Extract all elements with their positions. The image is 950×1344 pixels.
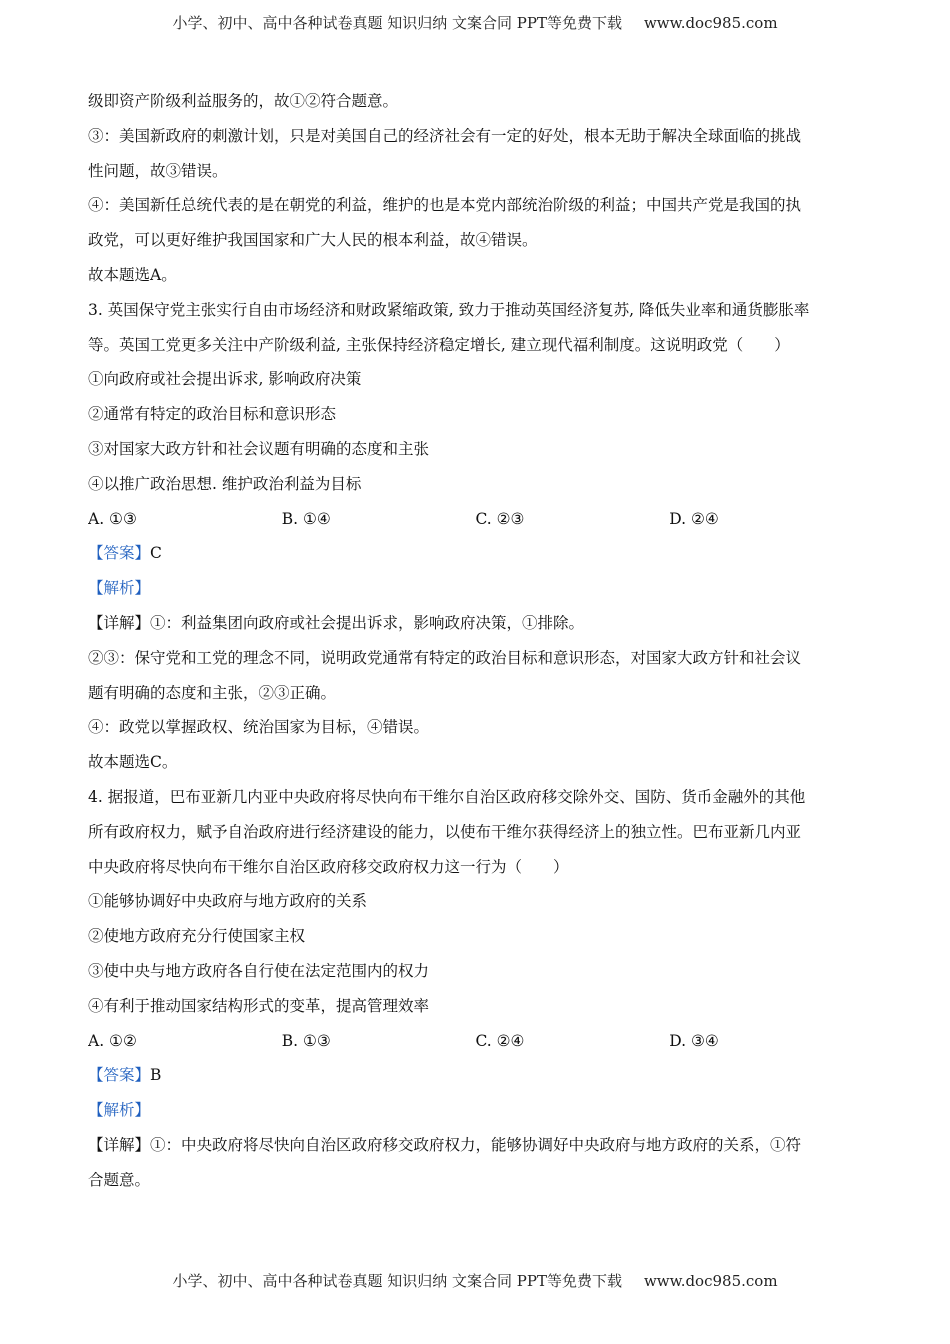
- question-3-detail: ②③：保守党和工党的理念不同，说明政党通常有特定的政治目标和意识形态，对国家大政方针和社会议: [88, 648, 802, 667]
- question-4-item: ②使地方政府充分行使国家主权: [88, 927, 306, 946]
- option-b: B. ①③: [281, 1031, 331, 1050]
- analysis-tag: 【解析】: [88, 579, 151, 598]
- question-3-item: ①向政府或社会提出诉求, 影响政府决策: [88, 370, 362, 389]
- page-footer: [0, 1270, 950, 1291]
- text-line: ④：美国新任总统代表的是在朝党的利益，维护的也是本党内部统治阶级的利益；中国共产党是我国的执: [88, 196, 802, 215]
- analysis-tag: 【解析】: [88, 1101, 151, 1120]
- question-4-answer: [88, 1058, 863, 1093]
- footer-url[interactable]: www.doc985.com: [643, 1272, 778, 1290]
- question-3-item: ③对国家大政方针和社会议题有明确的态度和主张: [88, 439, 430, 458]
- text-line: 级即资产阶级利益服务的，故①②符合题意。: [88, 92, 399, 110]
- text-line: 政党，可以更好维护我国国家和广大人民的根本利益，故④错误。: [88, 231, 538, 250]
- question-4-options: [88, 1024, 863, 1059]
- option-d: D. ③④: [669, 1031, 719, 1050]
- page-header: [0, 12, 950, 33]
- option-a: A. ①②: [88, 1031, 137, 1050]
- option-c: C. ②③: [475, 509, 525, 528]
- answer-tag: 【答案】: [88, 1066, 151, 1085]
- question-3-item: ②通常有特定的政治目标和意识形态: [88, 405, 337, 424]
- question-3-analysis: [88, 571, 863, 606]
- text-line: ③：美国新政府的刺激计划，只是对美国自己的经济社会有一定的好处，根本无助于解决全球面临的挑战: [88, 126, 802, 145]
- detail-tag: 【详解】: [88, 613, 151, 632]
- question-3-stem: 3. 英国保守党主张实行自由市场经济和财政紧缩政策, 致力于推动英国经济复苏, 降低失业率和通货膨胀率: [88, 300, 810, 319]
- option-a: A. ①③: [88, 509, 137, 528]
- header-text: 小学、初中、高中各种试卷真题 知识归纳 文案合同 PPT等免费下载: [172, 14, 622, 32]
- question-3-detail: 故本题选C。: [88, 753, 178, 772]
- question-3-detail: [88, 606, 863, 641]
- question-4-detail: [88, 1128, 863, 1163]
- detail-text: ①：中央政府将尽快向自治区政府移交政府权力，能够协调好中央政府与地方政府的关系，①符: [150, 1135, 802, 1154]
- question-4-stem: 所有政府权力，赋予自治政府进行经济建设的能力，以使布干维尔获得经济上的独立性。巴布亚新几内亚: [88, 822, 802, 841]
- option-d: D. ②④: [669, 509, 719, 528]
- footer-text: 小学、初中、高中各种试卷真题 知识归纳 文案合同 PPT等免费下载: [172, 1272, 622, 1290]
- question-3-item: ④以推广政治思想. 维护政治利益为目标: [88, 474, 362, 493]
- question-4-detail: 合题意。: [88, 1170, 151, 1189]
- question-3-detail: ④：政党以掌握政权、统治国家为目标，④错误。: [88, 718, 430, 737]
- question-4-stem: 4. 据报道，巴布亚新几内亚中央政府将尽快向布干维尔自治区政府移交除外交、国防、货币金融外的其他: [88, 787, 806, 806]
- option-b: B. ①④: [281, 509, 331, 528]
- text-line: 性问题，故③错误。: [88, 161, 228, 180]
- question-4-item: ③使中央与地方政府各自行使在法定范围内的权力: [88, 961, 430, 980]
- question-4-analysis: [88, 1093, 863, 1128]
- question-3-options: [88, 502, 863, 537]
- text-line: 故本题选A。: [88, 265, 177, 284]
- question-4-stem: 中央政府将尽快向布干维尔自治区政府移交政府权力这一行为（ ）: [88, 857, 569, 876]
- detail-tag: 【详解】: [88, 1135, 151, 1154]
- answer-tag: 【答案】: [88, 544, 151, 563]
- question-4-item: ①能够协调好中央政府与地方政府的关系: [88, 892, 368, 911]
- question-4-item: ④有利于推动国家结构形式的变革，提高管理效率: [88, 996, 430, 1015]
- question-3-answer: [88, 536, 863, 571]
- answer-value: C: [150, 544, 162, 563]
- question-3-stem: 等。英国工党更多关注中产阶级利益, 主张保持经济稳定增长, 建立现代福利制度。这说明政党（ ）: [88, 335, 790, 354]
- option-c: C. ②④: [475, 1031, 525, 1050]
- answer-value: B: [150, 1066, 162, 1085]
- question-3-detail: 题有明确的态度和主张，②③正确。: [88, 683, 337, 702]
- detail-text: ①：利益集团向政府或社会提出诉求，影响政府决策，①排除。: [150, 613, 585, 632]
- document-body: [88, 84, 863, 1198]
- header-url[interactable]: www.doc985.com: [643, 14, 778, 32]
